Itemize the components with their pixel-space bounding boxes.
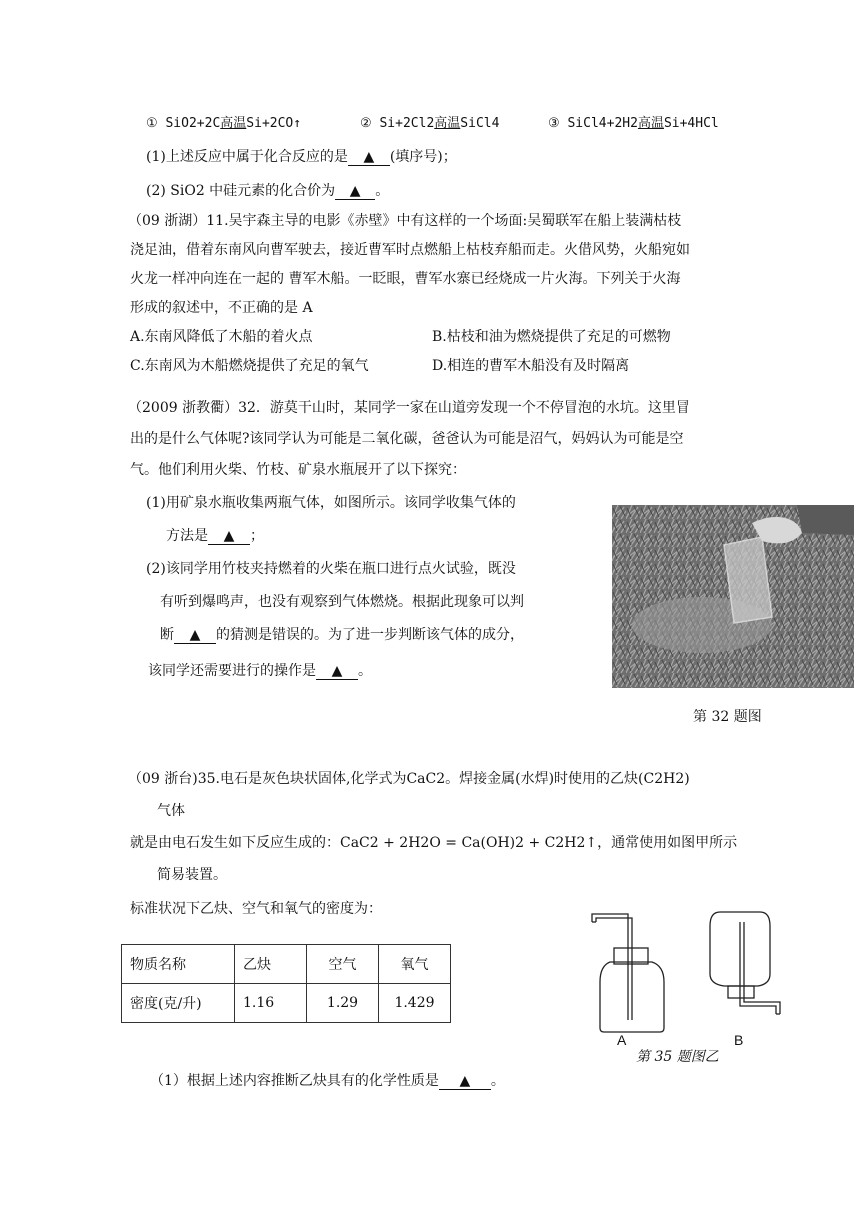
question-32-line: 气。他们利用火柴、竹枝、矿泉水瓶展开了以下探究： bbox=[130, 462, 466, 478]
blank-marker: ▲ bbox=[363, 149, 375, 165]
question-11-line: （09 浙湖）11.吴宇森主导的电影《赤壁》中有这样的一个场面:吴蜀联军在船上装满枯枝 bbox=[128, 213, 682, 229]
question-2 bbox=[146, 180, 389, 200]
blank-marker: ▲ bbox=[331, 663, 343, 679]
blank-marker: ▲ bbox=[459, 1073, 471, 1089]
part-1-text: 方法是 bbox=[166, 528, 208, 544]
bottle-b bbox=[710, 912, 780, 1014]
question-32-line: 出的是什么气体呢?该同学认为可能是二氧化碳，爸爸认为可能是沼气，妈妈认为可能是空 bbox=[130, 431, 684, 447]
reaction-3-left: SiCl4+2H2 bbox=[567, 116, 638, 131]
part-2-text: 该同学还需要进行的操作是 bbox=[148, 663, 316, 679]
answer-blank[interactable] bbox=[316, 664, 358, 680]
question-11-line: 浇足油，借着东南风向曹军驶去，接近曹军时点燃船上枯枝弃船而走。火借风势，火船宛如 bbox=[130, 242, 690, 258]
table-header-cell: 氧气 bbox=[379, 945, 451, 984]
reaction-2-right: SiCl4 bbox=[460, 116, 500, 131]
option-c: C.东南风为木船燃烧提供了充足的氧气 bbox=[130, 358, 369, 374]
question-1 bbox=[146, 146, 457, 166]
table-row bbox=[122, 945, 451, 984]
bottle-a bbox=[592, 914, 664, 1032]
table-cell: 密度(克/升) bbox=[122, 984, 235, 1023]
table-cell: 1.429 bbox=[379, 984, 451, 1023]
question-32-part-2: (2)该同学用竹枝夹持燃着的火柴在瓶口进行点火试验，既没 bbox=[146, 561, 516, 577]
table-cell: 1.29 bbox=[307, 984, 379, 1023]
question-32-part-1: (1)用矿泉水瓶收集两瓶气体，如图所示。该同学收集气体的 bbox=[146, 495, 516, 511]
table-header-cell: 乙炔 bbox=[235, 945, 307, 984]
question-32-line: （2009 浙教衢）32．游莫干山时，某同学一家在山道旁发现一个不停冒泡的水坑。这里冒 bbox=[128, 400, 690, 416]
table-header-cell: 物质名称 bbox=[122, 945, 235, 984]
reaction-3-right: Si+4HCl bbox=[663, 116, 719, 131]
part-2-suffix: 。 bbox=[358, 663, 372, 679]
question-32-part-2-line: 有听到爆鸣声，也没有观察到气体燃烧。根据此现象可以判 bbox=[160, 594, 524, 610]
table-cell: 1.16 bbox=[235, 984, 307, 1023]
reaction-1-left: SiO2+2C bbox=[165, 116, 221, 131]
part-2-text: 断 bbox=[160, 627, 174, 643]
question-35-line: 就是由电石发生如下反应生成的：CaC2 + 2H2O = Ca(OH)2 + C2H2↑，通常使用如图甲所示 bbox=[130, 835, 738, 851]
reaction-1 bbox=[146, 112, 301, 131]
option-b: B.枯枝和油为燃烧提供了充足的可燃物 bbox=[432, 329, 671, 345]
reaction-2-number: ② bbox=[360, 116, 372, 131]
answer-blank[interactable] bbox=[335, 184, 375, 200]
question-1-text: (1)上述反应中属于化合反应的是 bbox=[146, 149, 348, 165]
answer-blank[interactable] bbox=[439, 1074, 491, 1090]
figure-label-b: B bbox=[734, 1032, 744, 1048]
question-35-sub-1 bbox=[150, 1070, 505, 1090]
question-2-text: (2) SiO2 中硅元素的化合价为 bbox=[146, 183, 336, 199]
answer-blank[interactable] bbox=[348, 150, 390, 166]
question-1-suffix: (填序号)； bbox=[389, 149, 457, 165]
question-35-line: 标准状况下乙炔、空气和氧气的密度为： bbox=[130, 901, 382, 917]
question-35-line: 简易装置。 bbox=[157, 867, 227, 883]
question-32-part-2-line bbox=[148, 660, 372, 680]
density-table bbox=[121, 944, 451, 1023]
reaction-1-number: ① bbox=[146, 116, 158, 131]
figure-label-a: A bbox=[617, 1032, 627, 1048]
reaction-3 bbox=[548, 112, 719, 131]
table-header-cell: 空气 bbox=[307, 945, 379, 984]
reaction-3-condition: 高温 bbox=[637, 116, 664, 131]
sub-1-text: （1）根据上述内容推断乙炔具有的化学性质是 bbox=[150, 1073, 439, 1089]
question-32-part-1-line-2 bbox=[166, 525, 264, 545]
figure-32-caption: 第 32 题图 bbox=[693, 709, 762, 725]
blank-marker: ▲ bbox=[349, 183, 361, 199]
option-d: D.相连的曹军木船没有及时隔离 bbox=[432, 358, 630, 374]
reaction-1-right: Si+2CO↑ bbox=[246, 116, 302, 131]
reaction-3-number: ③ bbox=[548, 116, 560, 131]
question-35-line: 气体 bbox=[157, 803, 185, 819]
question-2-suffix: 。 bbox=[375, 183, 390, 199]
blank-marker: ▲ bbox=[223, 528, 235, 544]
apparatus-figure bbox=[588, 910, 788, 1050]
reaction-2-left: Si+2Cl2 bbox=[379, 116, 435, 131]
reaction-2-condition: 高温 bbox=[434, 116, 461, 131]
grass-photo bbox=[612, 505, 854, 688]
question-32-part-2-line bbox=[160, 624, 524, 644]
question-11-line: 形成的叙述中，不正确的是 A bbox=[130, 300, 313, 316]
blank-marker: ▲ bbox=[189, 627, 201, 643]
option-a: A.东南风降低了木船的着火点 bbox=[130, 329, 313, 345]
sub-1-suffix: 。 bbox=[490, 1073, 505, 1089]
question-11-line: 火龙一样冲向连在一起的 曹军木船。一眨眼，曹军水寨已经烧成一片火海。下列关于火海 bbox=[130, 271, 681, 287]
answer-blank[interactable] bbox=[174, 628, 216, 644]
table-row bbox=[122, 984, 451, 1023]
reaction-2 bbox=[360, 112, 499, 131]
figure-35-caption: 第 35 题图乙 bbox=[636, 1049, 719, 1065]
part-2-suffix: 的猜测是错误的。为了进一步判断该气体的成分， bbox=[216, 627, 524, 643]
reaction-1-condition: 高温 bbox=[220, 116, 247, 131]
question-35-line: （09 浙台)35.电石是灰色块状固体,化学式为CaC2。焊接金属(水焊)时使用的乙炔(C2H2) bbox=[128, 771, 690, 787]
part-1-suffix: ； bbox=[250, 528, 264, 544]
answer-blank[interactable] bbox=[208, 529, 250, 545]
grass-photo-image bbox=[612, 505, 854, 688]
